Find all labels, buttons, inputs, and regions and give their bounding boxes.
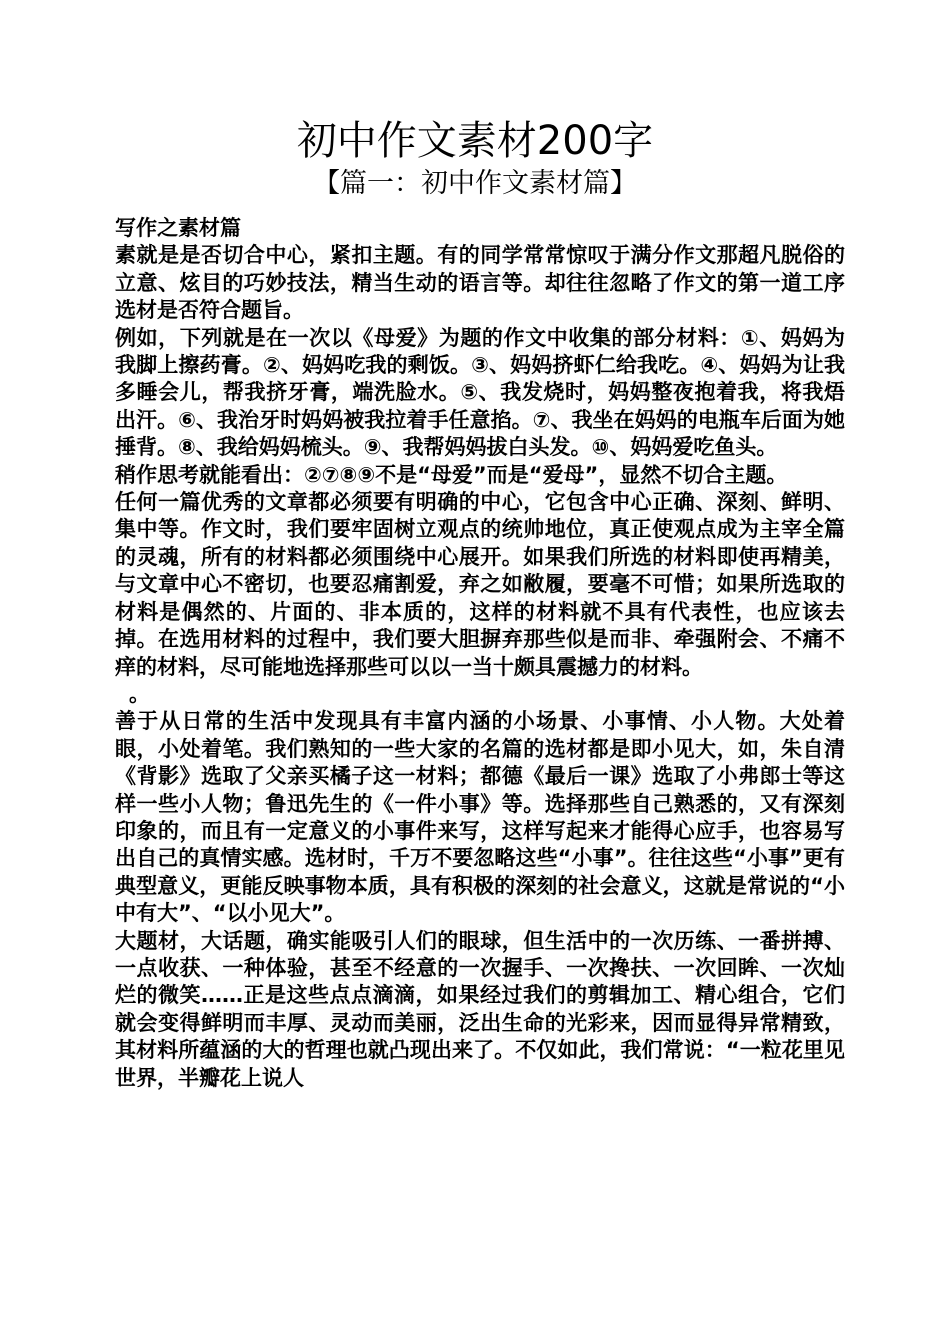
paragraph: 任何一篇优秀的文章都必须要有明确的中心，它包含中心正确、深刻、鲜明、集中等。作文时，我们要牢固树立观点的统帅地位，真正使观点成为主宰全篇的灵魂，所有的材料都必须围绕中心展开。如果我们所选的材料即使再精美，与文章中心不密切，也要忍痛割爱，弃之如敝履，要毫不可惜；如果所选取的材料是偶然的、片面的、非本质的，这样的材料就不具有代表性，也应该去掉。在选用材料的过程中，我们要大胆摒弃那些似是而非、牵强附会、不痛不痒的材料，尽可能地选择那些可以以一当十颇具震撼力的材料。 (115, 490, 845, 679)
paragraph: 例如，下列就是在一次以《母爱》为题的作文中收集的部分材料：①、妈妈为我脚上擦药膏。②、妈妈吃我的剩饭。③、妈妈挤虾仁给我吃。④、妈妈为让我多睡会儿，帮我挤牙膏，端洗脸水。⑤、我发烧时，妈妈整夜抱着我，将我焐出汗。⑥、我治牙时妈妈被我拉着手任意掐。⑦、我坐在妈妈的电瓶车后面为她捶背。⑧、我给妈妈梳头。⑨、我帮妈妈拔白头发。⑩、妈妈爱吃鱼头。 (115, 325, 845, 460)
paragraph: 稍作思考就能看出：②⑦⑧⑨不是“母爱”而是“爱母”，显然不切合主题。 (115, 462, 788, 487)
paragraph: 善于从日常的生活中发现具有丰富内涵的小场景、小事情、小人物。大处着眼，小处着笔。我们熟知的一些大家的名篇的选材都是即小见大，如，朱自清《背影》选取了父亲买橘子这一材料；都德《最后一课》选取了小弗郎士等这样一些小人物；鲁迅先生的《一件小事》等。选择那些自己熟悉的，又有深刻印象的，而且有一定意义的小事件来写，这样写起来才能得心应手，也容易写出自己的真情实感。选材时，千万不要忽略这些“小事”。往往这些“小事”更有典型意义，更能反映事物本质，具有积极的深刻的社会意义，这就是常说的“小中有大”、“以小见大”。 (115, 709, 845, 926)
paragraph: 。 (129, 681, 150, 706)
paragraph-heading: 写作之素材篇 (115, 216, 241, 240)
paragraph: 素就是是否切合中心，紧扣主题。有的同学常常惊叹于满分作文那超凡脱俗的立意、炫目的巧妙技法，精当生动的语言等。却往往忽略了作文的第一道工序选材是否符合题旨。 (115, 243, 845, 323)
body-text (115, 215, 845, 1092)
section-subtitle: 【篇一：初中作文素材篇】 (313, 168, 637, 199)
paragraph: 大题材，大话题，确实能吸引人们的眼球，但生活中的一次历练、一番拼搏、一点收获、一种体验，甚至不经意的一次握手、一次搀扶、一次回眸、一次灿烂的微笑……正是这些点点滴滴，如果经过我们的剪辑加工、精心组合，它们就会变得鲜明而丰厚、灵动而美丽，泛出生命的光彩来，因而显得异常精致，其材料所蕴涵的大的哲理也就凸现出来了。不仅如此，我们常说：“一粒花里见世界，半瓣花上说人 (115, 928, 845, 1090)
page-title: 初中作文素材200字 (296, 118, 654, 164)
